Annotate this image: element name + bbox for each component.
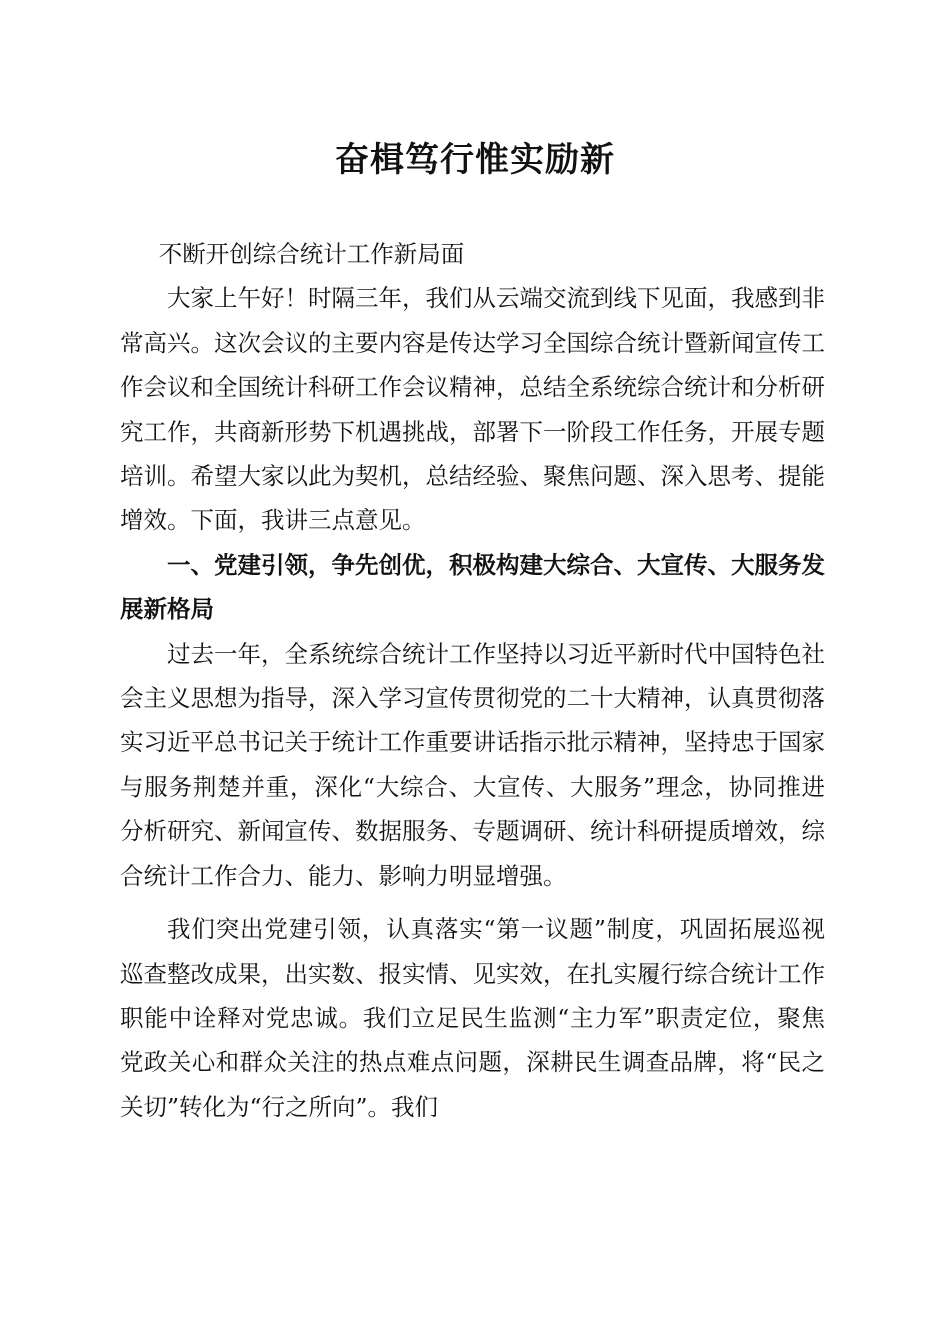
document-title: 奋楫笃行惟实励新: [335, 140, 615, 180]
paragraph-review: 过去一年，全系统综合统计工作坚持以习近平新时代中国特色社会主义思想为指导，深入学习宣传贯彻党的二十大精神，认真贯彻落实习近平总书记关于统计工作重要讲话指示批示精神，坚持忠于国家与服务荆楚并重，深化“大综合、大宣传、大服务”理念，协同推进分析研究、新闻宣传、数据服务、专题调研、统计科研提质增效，综合统计工作合力、能力、影响力明显增强。: [120, 639, 825, 890]
paragraph-party-building: 我们突出党建引领，认真落实“第一议题”制度，巩固拓展巡视巡查整改成果，出实数、报实情、见实效，在扎实履行综合统计工作职能中诠释对党忠诚。我们立足民生监测“主力军”职责定位，聚焦党政关心和群众关注的热点难点问题，深耕民生调查品牌，将“民之关切”转化为“行之所向”。我们: [120, 915, 825, 1121]
document-body: [120, 232, 825, 1129]
document-subtitle: 不断开创综合统计工作新局面: [158, 240, 465, 268]
section-heading-1: 一、党建引领，争先创优，积极构建大综合、大宣传、大服务发展新格局: [120, 550, 825, 624]
paragraph-opening: 大家上午好！时隔三年，我们从云端交流到线下见面，我感到非常高兴。这次会议的主要内容是传达学习全国综合统计暨新闻宣传工作会议和全国统计科研工作会议精神，总结全系统综合统计和分析研究工作，共商新形势下机遇挑战，部署下一阶段工作任务，开展专题培训。希望大家以此为契机，总结经验、聚焦问题、深入思考、提能增效。下面，我讲三点意见。: [120, 284, 825, 535]
